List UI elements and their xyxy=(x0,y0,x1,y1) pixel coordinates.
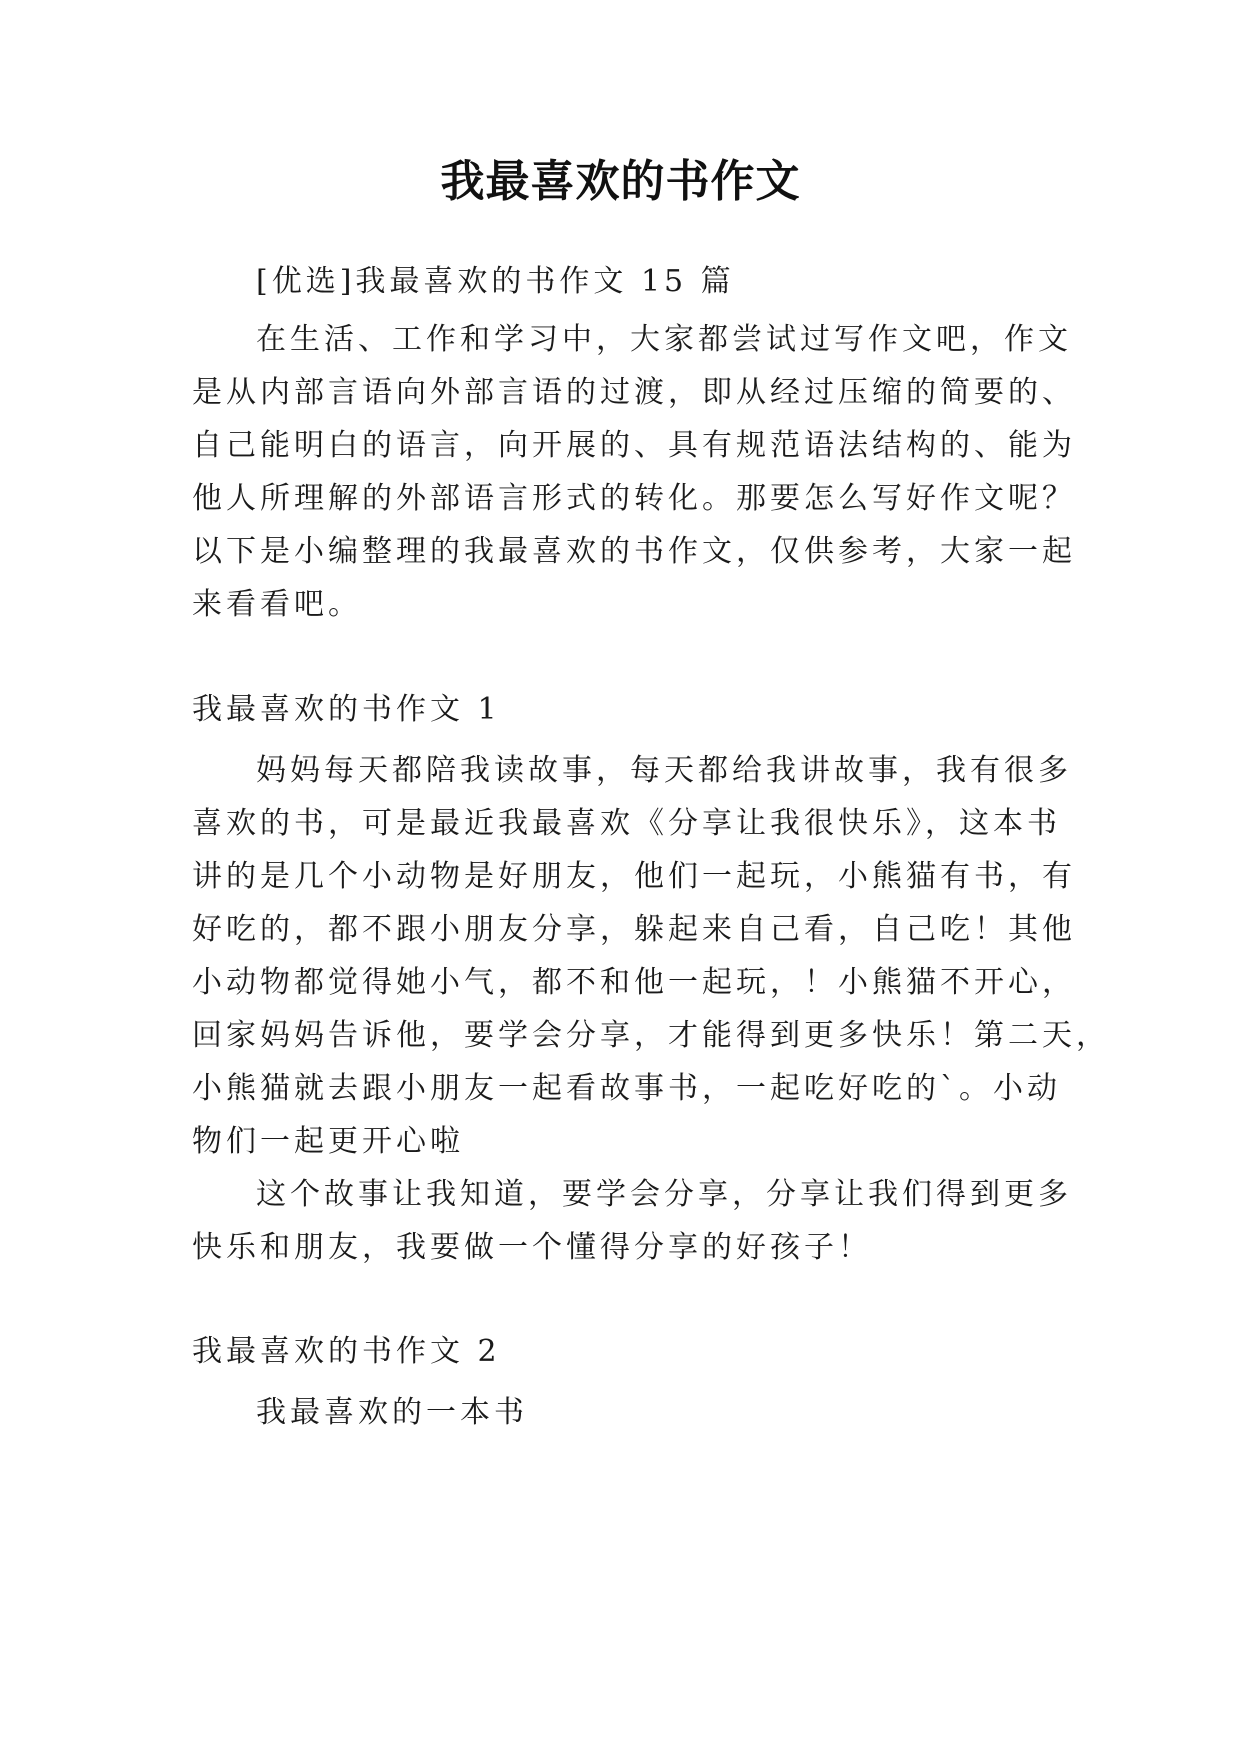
subtitle-line: [优选]我最喜欢的书作文 15 篇 xyxy=(256,264,735,299)
section-heading-2: 我最喜欢的书作文 2 xyxy=(192,1334,501,1369)
intro-line-1: 在生活、工作和学习中，大家都尝试过写作文吧，作文 xyxy=(256,322,1072,357)
section-heading-1: 我最喜欢的书作文 1 xyxy=(192,692,501,727)
intro-line-2: 是从内部言语向外部言语的过渡，即从经过压缩的简要的、 xyxy=(192,375,1076,410)
essay1-line-1: 妈妈每天都陪我读故事，每天都给我讲故事，我有很多 xyxy=(256,753,1072,788)
intro-line-3: 自己能明白的语言，向开展的、具有规范语法结构的、能为 xyxy=(192,428,1076,463)
essay1-line-5: 小动物都觉得她小气，都不和他一起玩，！小熊猫不开心， xyxy=(192,965,1076,1000)
essay1-line-8: 物们一起更开心啦 xyxy=(192,1124,464,1159)
intro-line-5: 以下是小编整理的我最喜欢的书作文，仅供参考，大家一起 xyxy=(192,534,1076,569)
essay1-line-9: 这个故事让我知道，要学会分享，分享让我们得到更多 xyxy=(256,1177,1072,1212)
document-title: 我最喜欢的书作文 xyxy=(440,156,801,207)
essay1-line-10: 快乐和朋友，我要做一个懂得分享的好孩子！ xyxy=(192,1230,872,1265)
essay1-line-3: 讲的是几个小动物是好朋友，他们一起玩，小熊猫有书，有 xyxy=(192,859,1076,894)
essay1-line-7: 小熊猫就去跟小朋友一起看故事书，一起吃好吃的`。小动 xyxy=(192,1071,1061,1106)
essay1-line-2: 喜欢的书，可是最近我最喜欢《分享让我很快乐》，这本书 xyxy=(192,806,1061,841)
essay1-line-4: 好吃的，都不跟小朋友分享，躲起来自己看，自己吃！其他 xyxy=(192,912,1076,947)
intro-line-6: 来看看吧。 xyxy=(192,587,362,622)
essay2-line-1: 我最喜欢的一本书 xyxy=(256,1395,528,1430)
intro-line-4: 他人所理解的外部语言形式的转化。那要怎么写好作文呢？ xyxy=(192,481,1076,516)
essay1-line-6: 回家妈妈告诉他，要学会分享，才能得到更多快乐！第二天， xyxy=(192,1018,1110,1053)
